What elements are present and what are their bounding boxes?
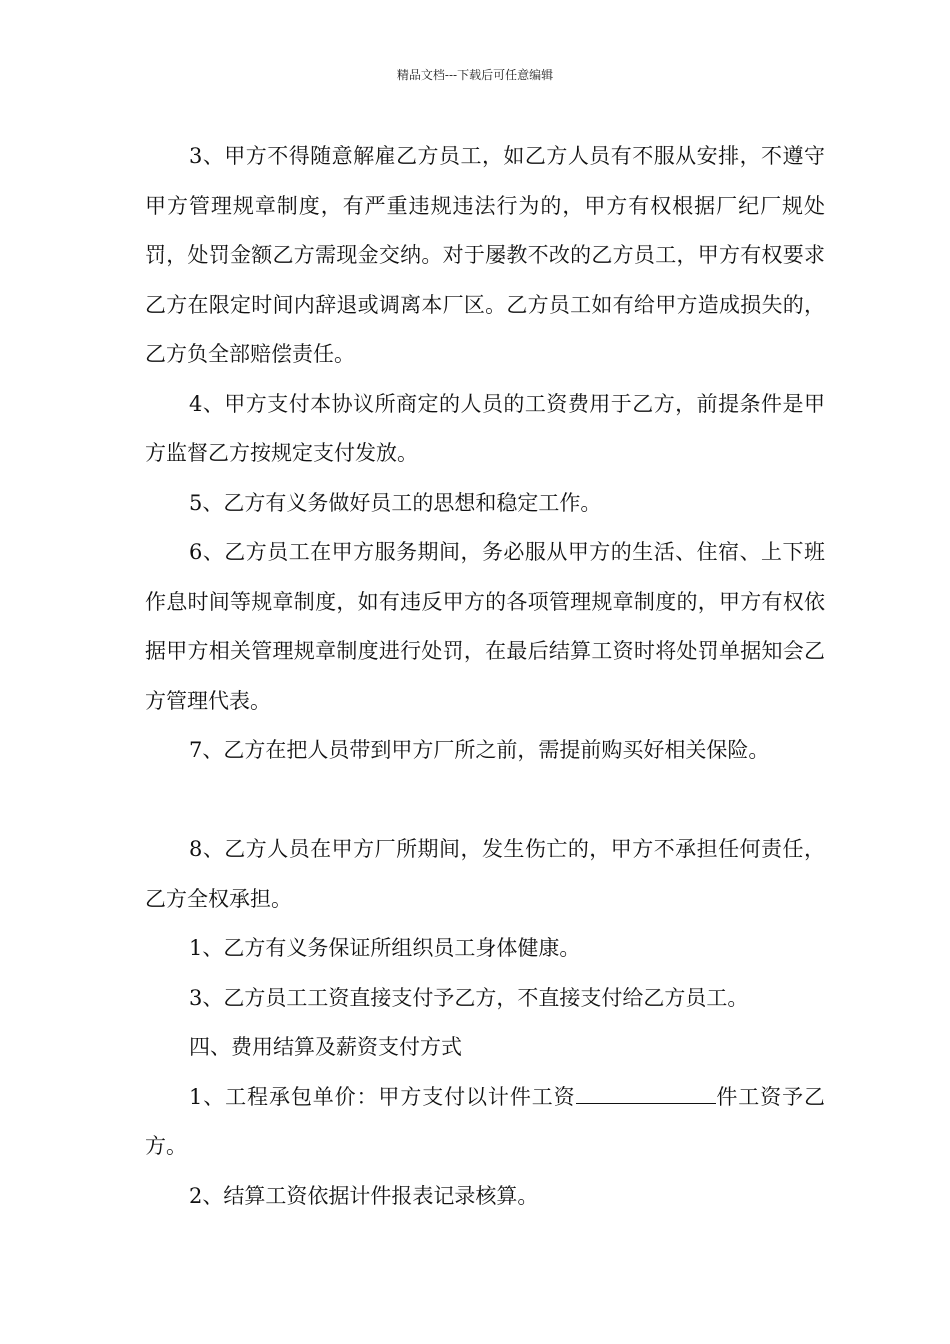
settlement-paragraph: 2、结算工资依据计件报表记录核算。: [189, 1183, 539, 1208]
clause-3-wage-paragraph: 3、乙方员工工资直接支付予乙方，不直接支付给乙方员工。: [189, 985, 749, 1010]
section-four-heading: 四、费用结算及薪资支付方式: [189, 1035, 462, 1059]
unit-price-paragraph: [145, 1073, 825, 1172]
page-header: 精品文档---下载后可任意编辑: [396, 68, 554, 82]
document-body: [145, 132, 825, 1221]
clause-4-paragraph: 4、甲方支付本协议所商定的人员的工资费用于乙方，前提条件是甲方监督乙方按规定支付发放。: [145, 391, 825, 465]
clause-5-paragraph: 5、乙方有义务做好员工的思想和稳定工作。: [189, 490, 602, 515]
paragraph-spacer: [145, 776, 825, 826]
clause-1-health-paragraph: 1、乙方有义务保证所组织员工身体健康。: [189, 936, 581, 960]
clause-7-paragraph: 7、乙方在把人员带到甲方厂所之前，需提前购买好相关保险。: [189, 738, 770, 762]
fill-in-blank-line: [576, 1083, 716, 1104]
unit-price-text-after: 件工资予乙方。: [145, 1084, 826, 1158]
clause-6-paragraph: 6、乙方员工在甲方服务期间，务必服从甲方的生活、住宿、上下班作息时间等规章制度，如有违反甲方的各项管理规章制度的，甲方有权依据甲方相关管理规章制度进行处罚，在最后结算工资时将处罚单据知会乙方管理代表。: [145, 540, 825, 713]
clause-3-paragraph: 3、甲方不得随意解雇乙方员工，如乙方人员有不服从安排，不遵守甲方管理规章制度，有严重违规违法行为的，甲方有权根据厂纪厂规处罚，处罚金额乙方需现金交纳。对于屡教不改的乙方员工，甲方有权要求乙方在限定时间内辞退或调离本厂区。乙方员工如有给甲方造成损失的，乙方负全部赔偿责任。: [145, 144, 825, 366]
clause-8-paragraph: 8、乙方人员在甲方厂所期间，发生伤亡的，甲方不承担任何责任，乙方全权承担。: [145, 837, 825, 911]
unit-price-text-before: 1、工程承包单价：甲方支付以计件工资: [189, 1084, 576, 1109]
